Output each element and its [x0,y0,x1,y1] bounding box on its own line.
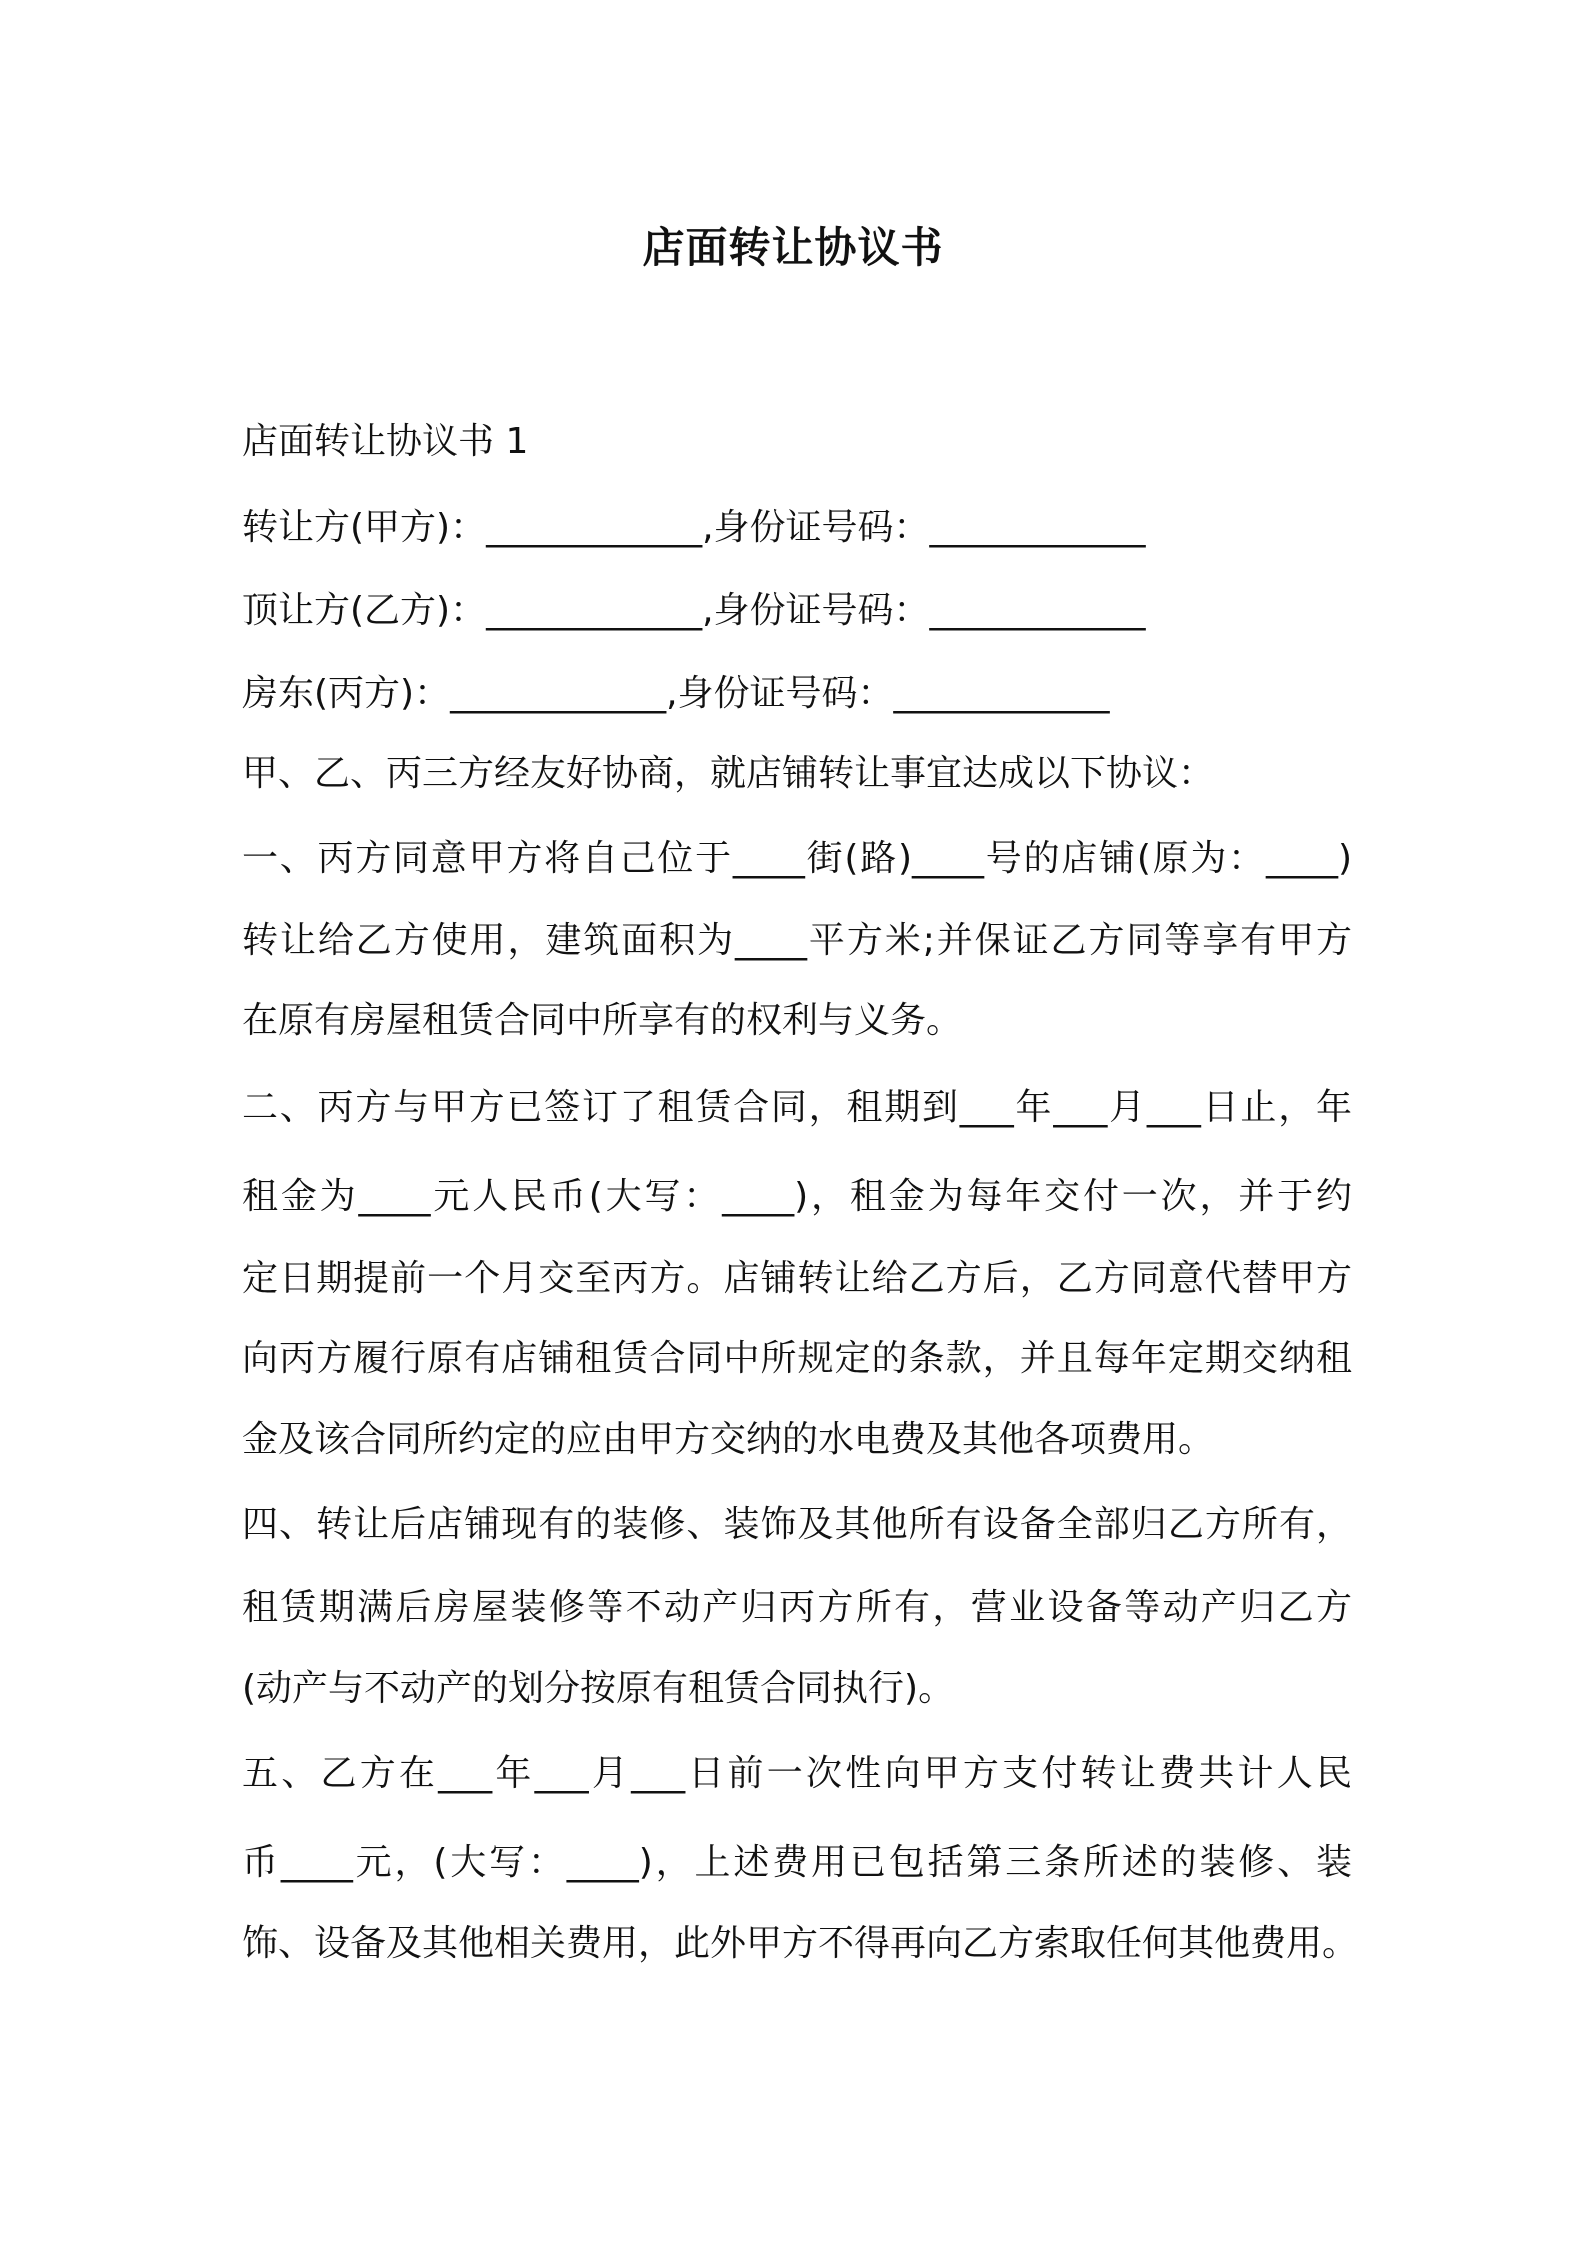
clause-4-line: (动产与不动产的划分按原有租赁合同执行)。 [242,1668,955,1709]
document-subtitle: 店面转让协议书 1 [242,421,529,462]
document-title: 店面转让协议书 [642,223,944,272]
intro-line: 甲、乙、丙三方经友好协商，就店铺转让事宜达成以下协议： [242,753,1215,794]
clause-2-line: 二、丙方与甲方已签订了租赁合同，租期到___年___月___日止，年 [242,1087,1352,1128]
clause-1-line: 在原有房屋租赁合同中所享有的权利与义务。 [242,1000,963,1041]
clause-5-line: 饰、设备及其他相关费用，此外甲方不得再向乙方索取任何其他费用。 [242,1923,1359,1964]
party-line-transferee: 顶让方(乙方)：____________,身份证号码：____________ [242,590,1146,631]
clause-2-line: 金及该合同所约定的应由甲方交纳的水电费及其他各项费用。 [242,1419,1215,1460]
party-line-landlord: 房东(丙方)：____________,身份证号码：____________ [242,673,1110,714]
party-line-transferor: 转让方(甲方)：____________,身份证号码：____________ [242,507,1146,548]
clause-1-line: 转让给乙方使用，建筑面积为____平方米;并保证乙方同等享有甲方 [242,920,1352,961]
clause-2-line: 向丙方履行原有店铺租赁合同中所规定的条款，并且每年定期交纳租 [242,1338,1352,1379]
clause-4-line: 租赁期满后房屋装修等不动产归丙方所有，营业设备等动产归乙方 [242,1587,1352,1628]
clause-5-line: 币____元，(大写：____)，上述费用已包括第三条所述的装修、装 [242,1842,1352,1883]
clause-5-line: 五、乙方在___年___月___日前一次性向甲方支付转让费共计人民 [242,1753,1352,1794]
clause-2-line: 租金为____元人民币(大写：____)，租金为每年交付一次，并于约 [242,1176,1352,1217]
clause-2-line: 定日期提前一个月交至丙方。店铺转让给乙方后，乙方同意代替甲方 [242,1258,1352,1299]
clause-1-line: 一、丙方同意甲方将自己位于____街(路)____号的店铺(原为：____) [242,838,1352,879]
clause-4-line: 四、转让后店铺现有的装修、装饰及其他所有设备全部归乙方所有， [242,1504,1352,1545]
